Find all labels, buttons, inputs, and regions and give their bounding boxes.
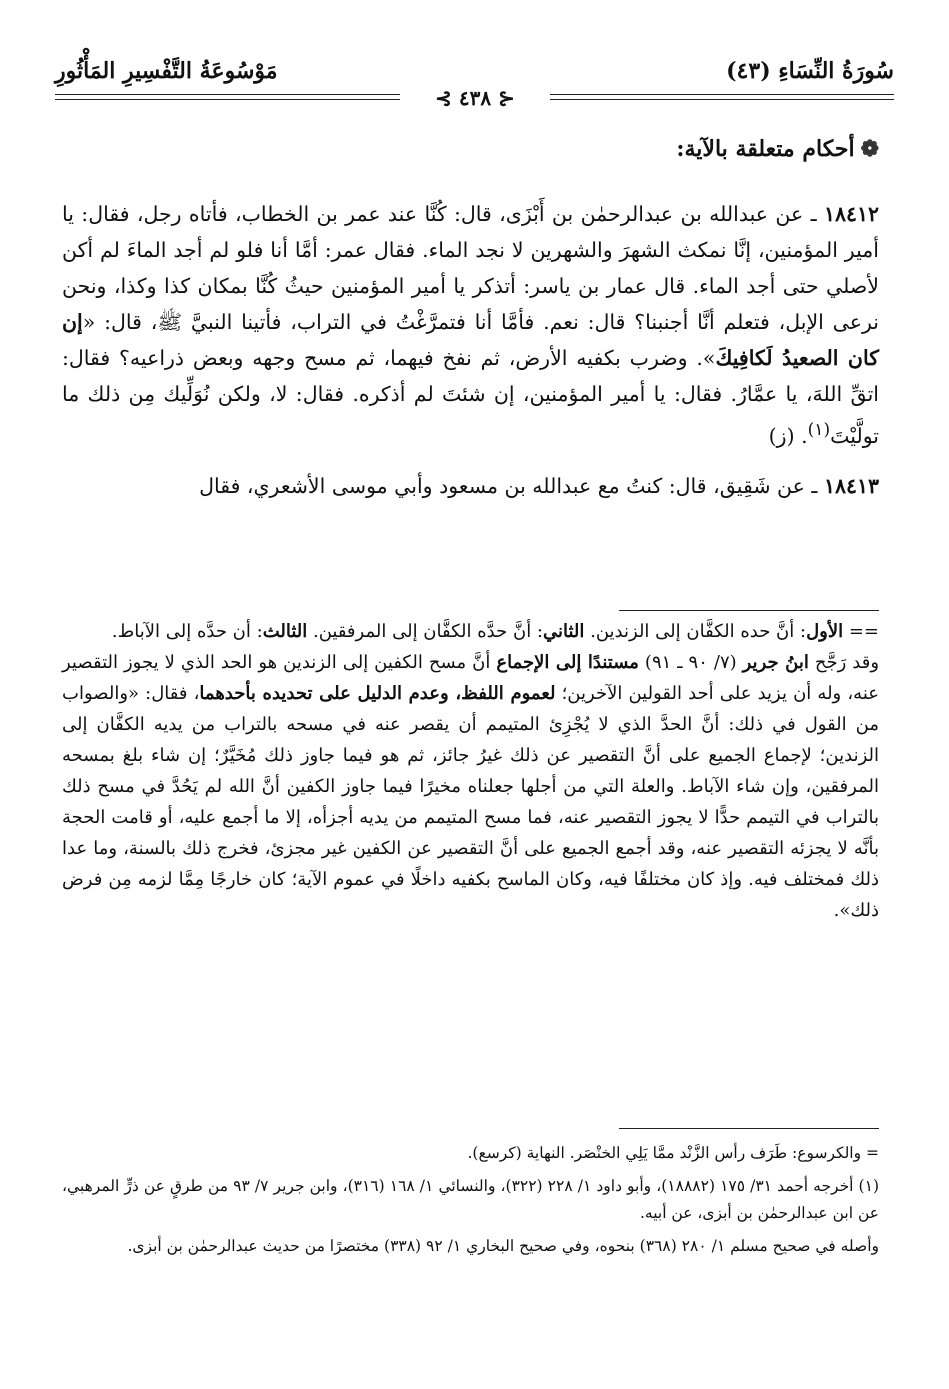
note-paragraph-2: وقد رَجَّح ابنُ جرير (٧/ ٩٠ ـ ٩١) مستندًا إلى الإجماع أنَّ مسح الكفين إلى الزندين هو الحد الذي لا يجوز التقصير عنه، وله أن يزيد على أحد القولين الآخرين؛ لعموم اللفظ، وعدم الدليل على تحديده بأحدهما، فقال: «والصواب من القول في ذلك: أنَّ الحدَّ الذي لا يُجْزِئ المتيمم أن يقصر عنه في مسحه بالتراب من يديه الكفَّان إلى الزندين؛ لإجماع الجميع على أنَّ التقصير عن ذلك غيرُ جائز، ثم هو فيما جاوز ذلك مُخَيَّرٌ؛ إن شاء بلغ بمسحه المرفقين، وإن شاء الآباط. والعلة التي من أجلها جعلناه مخيرًا فيما جاوز الكفين أنَّ الله لم يَحُدَّ في مسح ذلك بالتراب في التيمم حدًّا لا يجوز التقصير عنه، فما مسح المتيمم من يديه أجزأه، إلا ما أجمع عليه، أو قامت الحجة بأنَّه لا يجزئه التقصير عنه، وقد أجمع الجميع على أنَّ التقصير عن الكفين غير مجزئ، فخرج ذلك بالسنة، وما عدا ذلك فمختلف فيه. وإذ كان مختلفًا فيه، وكان الماسح بكفيه داخلًا في عموم الآية؛ كان خارجًا مِمَّا لزمه مِن فرض ذلك». [62,652,880,921]
section-heading: ❁أحكام متعلقة بالآية: [676,136,879,162]
footnotes [62,1140,879,1266]
main-text [62,196,879,518]
notes-divider [619,610,879,611]
note-paragraph-1: == الأول: أنَّ حده الكفَّان إلى الزندين. الثاني: أنَّ حدَّه الكفَّان إلى المرفقين. الثالث: أن حدَّه إلى الآباط. [111,621,879,642]
ornament-left-icon: ⊰ [498,86,515,110]
hadith-18413: ١٨٤١٣ ـ عن شَقِيق، قال: كنتُ مع عبدالله بن مسعود وأبي موسى الأشعري، فقال [199,473,879,498]
ornament-right-icon: ⊱ [435,86,452,110]
source-code: . (ز) [768,423,808,448]
hadith-number: ١٨٤١٣ [823,473,879,498]
footnote-mark: (١) [807,420,831,440]
footnote-1-continued: وأصله في صحيح مسلم ١/ ٢٨٠ (٣٦٨) بنحوه، وفي صحيح البخاري ١/ ٩٢ (٣٣٨) مختصرًا من حديث عبدالرحمٰن بن أبزى. [127,1237,879,1255]
commentary-notes [62,616,879,926]
footnote-continuation: = والكرسوع: طَرَف رأس الزَّنْد ممَّا يَلِي الخنْصَر. النهاية (كرسع). [467,1144,879,1162]
footnote-1: (١) أخرجه أحمد ٣١/ ١٧٥ (١٨٨٨٢)، وأبو داود ١/ ٢٢٨ (٣٢٢)، والنسائي ١/ ١٦٨ (٣١٦)، وابن جرير ٧/ ٩٣ من طرقٍ عن ذرٍّ المرهبي، عن ابن عبدالرحمٰن بن أبزى، عن أبيه. [62,1177,879,1222]
flower-ornament-icon: ❁ [860,136,879,162]
quoted-hadith: إن كان الصعيدُ لَكافِيكَ [62,310,879,370]
hadith-number: ١٨٤١٢ [823,202,879,226]
surah-title: سُورَةُ النِّسَاءِ (٤٣) [726,58,894,84]
hadith-18412: ١٨٤١٢ ـ عن عبدالله بن عبدالرحمٰن بن أَبْزَى، قال: كُنَّا عند عمر بن الخطاب، فأتاه رجل، فقال: يا أمير المؤمنين، إنَّا نمكث الشهرَ والشهرين لا نجد الماء. فقال عمر: أمَّا أنا فلو لم أجد الماءَ لم أكن لأصلي حتى أجد الماء. قال عمار بن ياسر: أتذكر يا أمير المؤمنين حيثُ كُنَّا بمكان كذا وكذا، ونحن نرعى الإبل، فتعلم أنَّا أجنبنا؟ قال: نعم. فأمَّا أنا فتمرَّغْتُ في التراب، فأتينا النبيَّ ﷺ، قال: «إن كان الصعيدُ لَكافِيكَ». وضرب بكفيه الأرض، ثم نفخ فيهما، ثم مسح وجهه وبعض ذراعيه؟ فقال: اتقِّ اللهَ، يا عمَّارُ. فقال: يا أمير المؤمنين، إن شئتَ لم أذكره. فقال: لا، ولكن نُوَلِّيك مِن ذلك ما تولَّيْتَ$^{(١)}$. (ز) [62,202,879,448]
book-title: مَوْسُوعَةُ التَّفْسِيرِ المَأْثُورِ [55,58,278,84]
footnotes-divider [619,1128,879,1129]
page-number: ⊰ ٤٣٨ ⊱ [400,86,550,110]
